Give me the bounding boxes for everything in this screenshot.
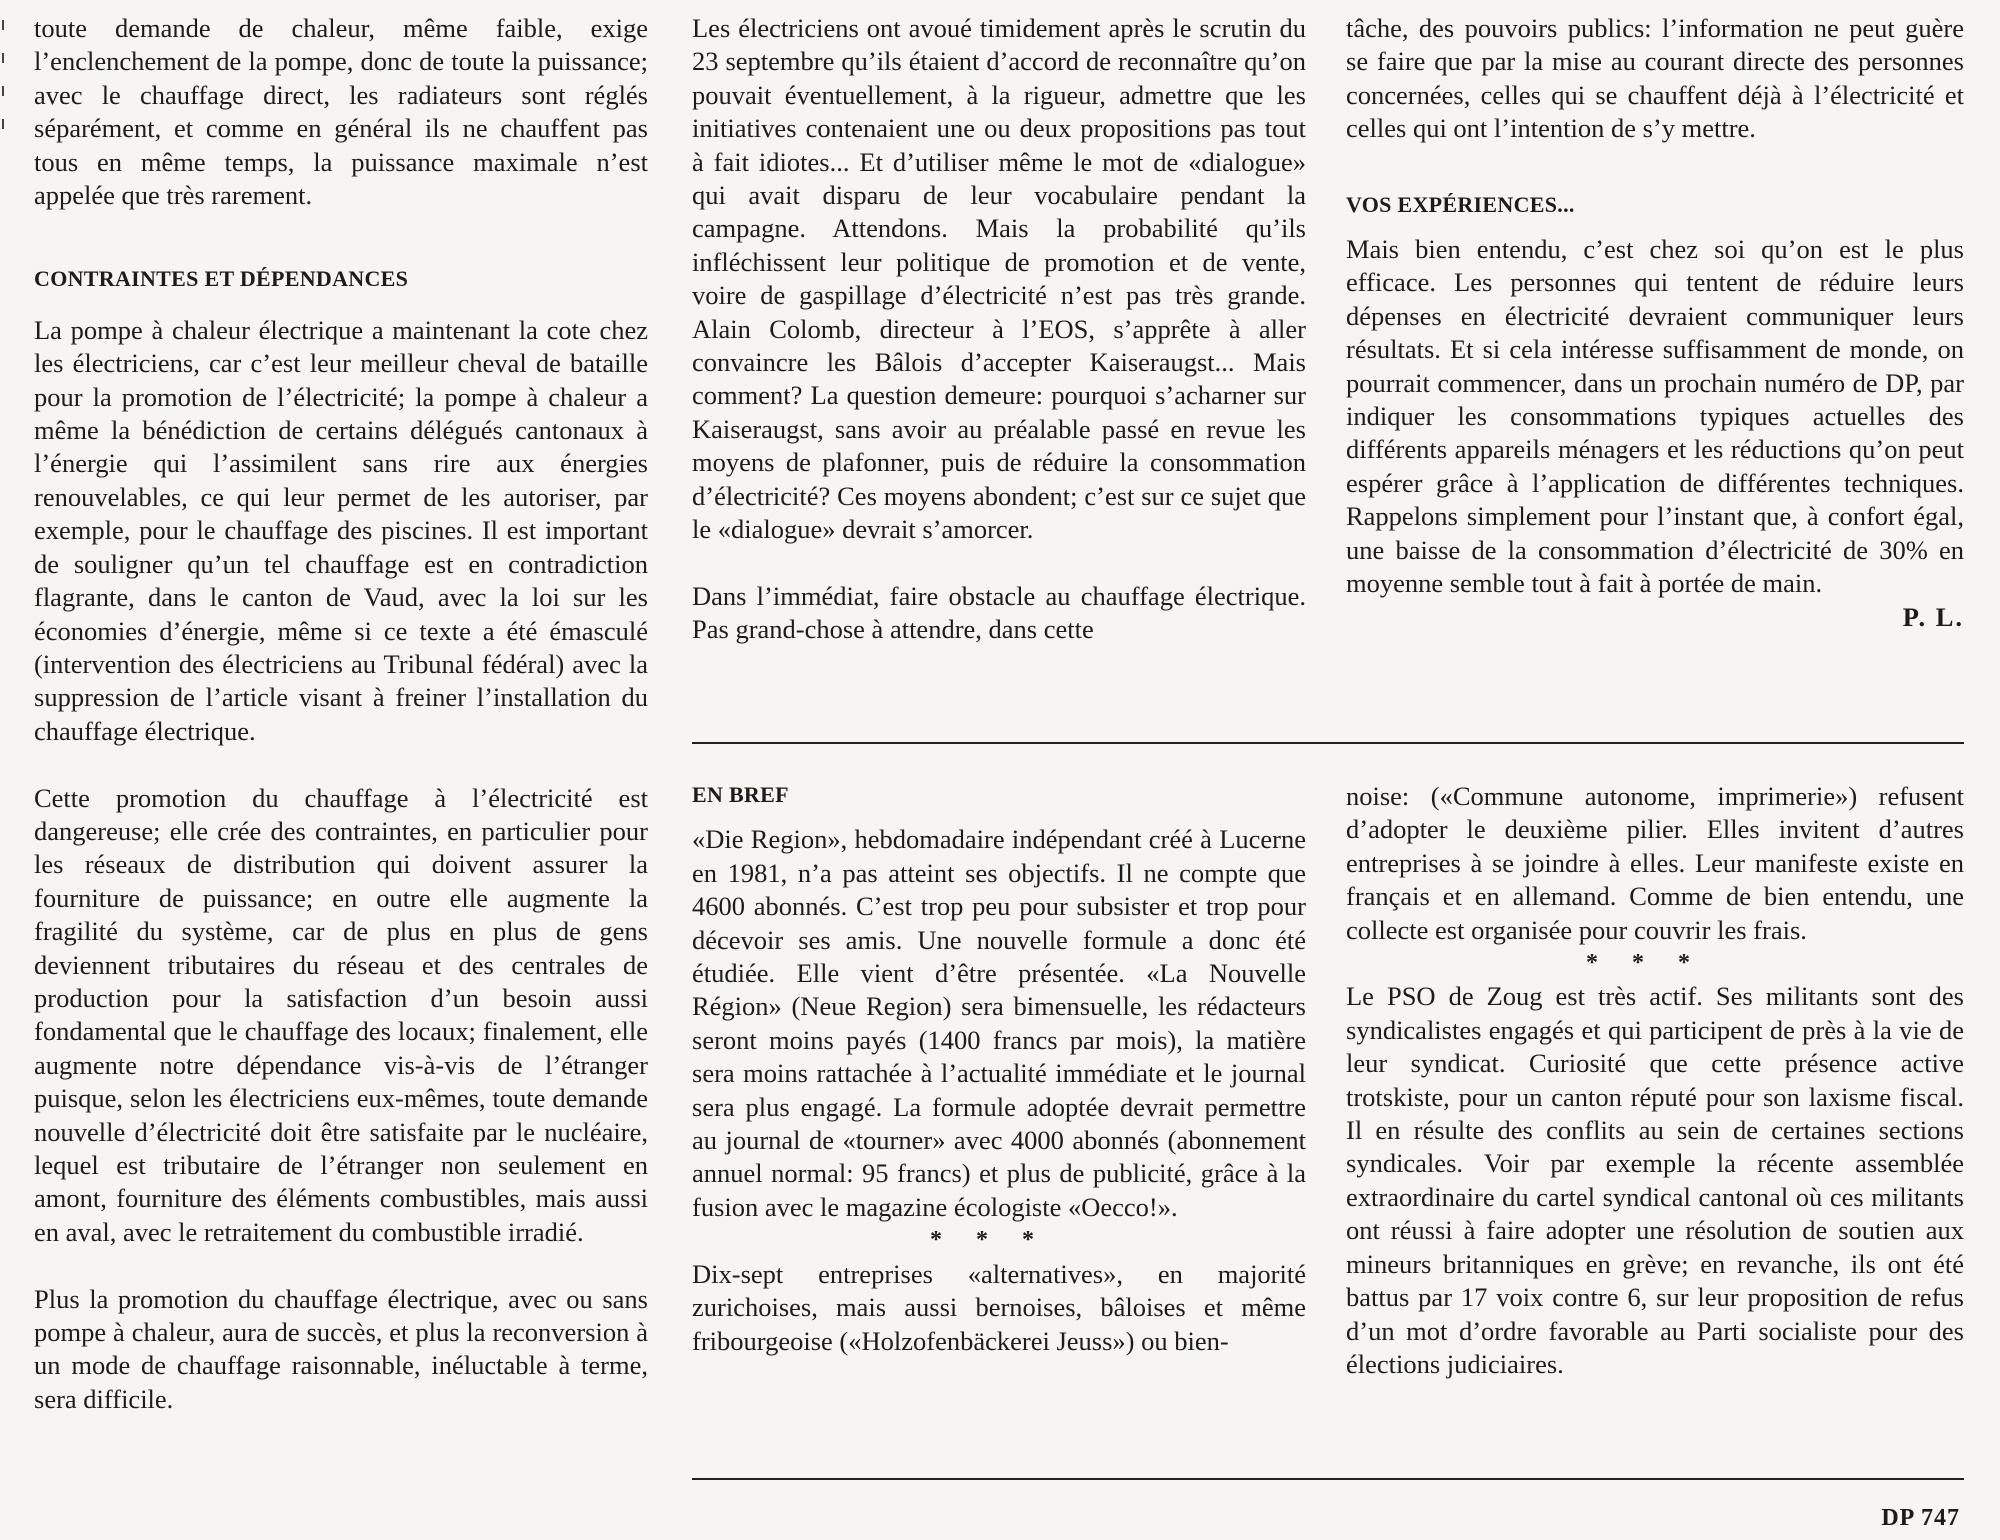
scan-edge-marks xyxy=(2,20,8,152)
paragraph: Les électriciens ont avoué timidement après le scrutin du 23 septembre qu’ils étaient d’accord de reconnaître qu’on pouvait éventuellement, à la rigueur, admettre que les initiatives contenaient une ou deux propositions pas tout à fait idiotes... Et d’utiliser même le mot de «dialogue» qui avait disparu de leur vocabulaire pendant la campagne. Attendons. Mais la probabilité qu’ils infléchissent leur politique de promotion et de vente, voire de gaspillage d’électricité n’est pas très grande. Alain Colomb, directeur à l’EOS, s’apprête à aller convaincre les Bâlois d’accepter Kaiseraugst... Mais comment? La question demeure: pourquoi s’acharner sur Kaiseraugst, sans avoir au préalable passé en revue les moyens de plafonner, puis de réduire la consommation d’électricité? Ces moyens abondent; c’est sur ce sujet que le «dialogue» devrait s’amorcer. xyxy=(692,13,1306,545)
section-heading-experiences: VOS EXPÉRIENCES... xyxy=(1346,191,1575,217)
paragraph: «Die Region», hebdomadaire indépendant créé à Lucerne en 1981, n’a pas atteint ses objectifs. Il ne compte que 4600 abonnés. C’est trop peu pour subsister et trop pour décevoir ses amis. Une nouvelle formule a donc été étudiée. Elle vient d’être présentée. «La Nouvelle Région» (Neue Region) sera bimensuelle, les rédacteurs seront moins payés (1400 francs par mois), la matière sera moins rattachée à l’actualité immédiate et le journal sera plus engagé. La formule adoptée devrait permettre au journal de «tourner» avec 4000 abonnés (abonnement annuel normal: 95 francs) et plus de publicité, grâce à la fusion avec le magazine écologiste «Oecco!». xyxy=(692,824,1306,1222)
paragraph: La pompe à chaleur électrique a maintenant la cote chez les électriciens, car c’est leur meilleur cheval de bataille pour la promotion de l’électricité; la pompe à chaleur a même la bénédiction de certains délégués cantonaux à l’énergie qui l’assimilent sans rire aux énergies renouvelables, ce qui leur permet de les autoriser, par exemple, pour le chauffage des piscines. Il est important de souligner qu’un tel chauffage est en contradiction flagrante, dans le canton de Vaud, avec la loi sur les économies d’énergie, même si ce texte a été émasculé (intervention des électriciens au Tribunal fédéral) avec la suppression de l’article visant à freiner l’installation du chauffage électrique. xyxy=(34,314,648,746)
paragraph: Cette promotion du chauffage à l’électricité est dangereuse; elle crée des contraintes, en particulier pour les réseaux de distribution qui doivent assurer la fourniture de puissance; en outre elle augmente la fragilité du système, car de plus en plus de gens deviennent tributaires du réseau et des centrales de production pour la satisfaction d’un besoin aussi fondamental que le chauffage des locaux; finalement, elle augmente notre dépendance vis-à-vis de l’étranger puisque, selon les électriciens eux-mêmes, toute demande nouvelle d’électricité doit être satisfaite par le nucléaire, lequel est tributaire de l’étranger non seulement en amont, fourniture des éléments combustibles, mais aussi en aval, avec le retraitement du combustible irradié. xyxy=(34,782,648,1247)
paragraph: Plus la promotion du chauffage électrique, avec ou sans pompe à chaleur, aura de succès, et plus la reconversion à un mode de chauffage raisonnable, inéluctable à terme, sera difficile. xyxy=(34,1283,648,1414)
paragraph: Mais bien entendu, c’est chez soi qu’on est le plus efficace. Les personnes qui tentent de réduire leurs dépenses en électricité devraient communiquer leurs résultats. Et si cela intéresse suffisamment de monde, on pourrait commencer, dans un prochain numéro de DP, par indiquer les consommations typiques actuelles des différents appareils ménagers et les réductions qu’on peut espérer grâce à l’application de différentes techniques. Rappelons simplement pour l’instant que, à confort égal, une baisse de la consommation d’électricité de 30% en moyenne semble tout à fait à portée de main. xyxy=(1346,234,1964,599)
horizontal-rule-bottom xyxy=(692,1478,1964,1480)
en-bref-column-3 xyxy=(1346,780,1964,1381)
column-3-top xyxy=(1346,12,1964,634)
paragraph: Dix-sept entreprises «alternatives», en majorité zurichoises, mais aussi bernoises, bâloises et même fribourgeoise («Holzofenbäckerei Jeuss») ou bien- xyxy=(692,1258,1306,1356)
paragraph: toute demande de chaleur, même faible, exige l’enclenchement de la pompe, donc de toute la puissance; avec le chauffage direct, les radiateurs sont réglés séparément, et comme en général ils ne chauffent pas tous en même temps, la puissance maximale n’est appelée que très rarement. xyxy=(34,13,648,211)
paragraph: Dans l’immédiat, faire obstacle au chauffage électrique. Pas grand-chose à attendre, dans cette xyxy=(692,580,1306,645)
paragraph: noise: («Commune autonome, imprimerie») refusent d’adopter le deuxième pilier. Elles invitent d’autres entreprises à se joindre à elles. Leur manifeste existe en français et en allemand. Comme de bien entendu, une collecte est organisée pour couvrir les frais. xyxy=(1346,781,1964,945)
section-heading-contraintes: CONTRAINTES ET DÉPENDANCES xyxy=(34,266,409,292)
separator-stars: *** xyxy=(1586,950,1724,977)
paragraph: Le PSO de Zoug est très actif. Ses militants sont des syndicalistes engagés et qui participent de près à la vie de leur syndicat. Curiosité que cette présence active trotskiste, pour un canton réputé pour son laxisme fiscal. Il en résulte des conflits au sein de certaines sections syndicales. Voir par exemple la récente assemblée extraordinaire du cartel syndical cantonal où ces militants ont réussi à faire adopter une résolution de soutien aux mineurs britanniques en grève; en revanche, ils ont été battus par 17 voix contre 6, sur leur proposition de refus d’un mot d’ordre favorable au Parti socialiste pour des élections judiciaires. xyxy=(1346,981,1964,1379)
separator-stars: *** xyxy=(930,1227,1068,1254)
page-number: DP 747 xyxy=(1881,1505,1960,1531)
column-2-top xyxy=(692,12,1306,647)
column-1 xyxy=(34,12,648,1416)
author-signature: P. L. xyxy=(1902,601,1964,632)
section-heading-en-bref: EN BREF xyxy=(692,782,789,807)
horizontal-rule-top xyxy=(692,742,1964,744)
paragraph: tâche, des pouvoirs publics: l’information ne peut guère se faire que par la mise au courant directe des personnes concernées, celles qui se chauffent déjà à l’électricité et celles qui ont l’intention de s’y mettre. xyxy=(1346,13,1964,144)
en-bref-column-2 xyxy=(692,778,1306,1358)
